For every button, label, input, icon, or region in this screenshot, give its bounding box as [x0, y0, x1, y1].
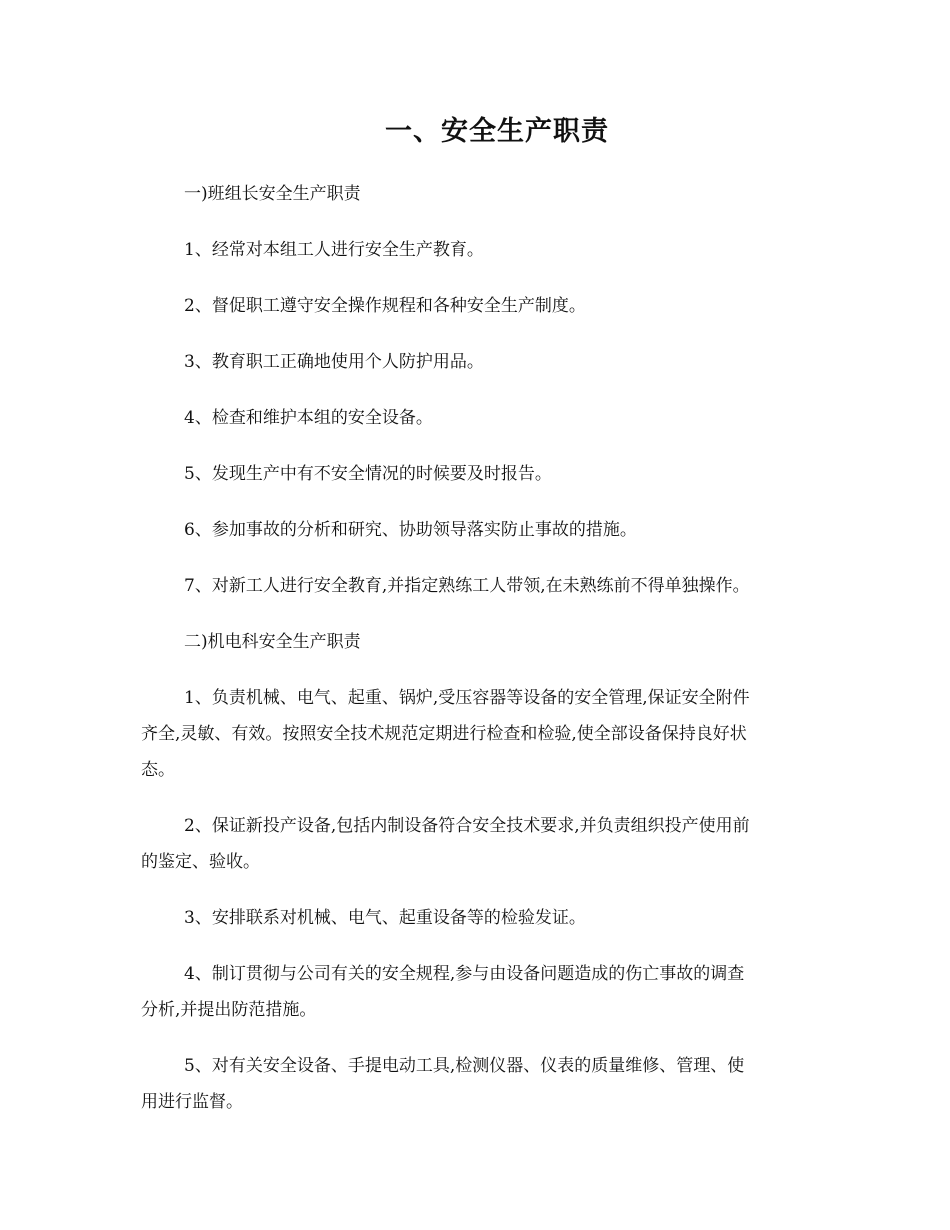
section-heading-team-leader: 一)班组长安全生产职责 — [184, 184, 361, 204]
paragraph-line: 的鉴定、验收。 — [141, 852, 260, 872]
section-heading-mechanical-electrical: 二)机电科安全生产职责 — [184, 632, 361, 652]
paragraph-line: 1、经常对本组工人进行安全生产教育。 — [184, 240, 484, 260]
paragraph-line: 2、督促职工遵守安全操作规程和各种安全生产制度。 — [184, 296, 586, 316]
paragraph-line: 5、发现生产中有不安全情况的时候要及时报告。 — [184, 464, 552, 484]
paragraph-line: 1、负责机械、电气、起重、锅炉,受压容器等设备的安全管理,保证安全附件 — [184, 688, 750, 708]
paragraph-line: 齐全,灵敏、有效。按照安全技术规范定期进行检查和检验,使全部设备保持良好状 — [141, 724, 747, 744]
paragraph-line: 6、参加事故的分析和研究、协助领导落实防止事故的措施。 — [184, 520, 637, 540]
paragraph-line: 3、教育职工正确地使用个人防护用品。 — [184, 352, 484, 372]
paragraph-line: 4、制订贯彻与公司有关的安全规程,参与由设备问题造成的伤亡事故的调查 — [184, 964, 745, 984]
paragraph-line: 2、保证新投产设备,包括内制设备符合安全技术要求,并负责组织投产使用前 — [184, 816, 750, 836]
paragraph-line: 5、对有关安全设备、手提电动工具,检测仪器、仪表的质量维修、管理、使 — [184, 1056, 745, 1076]
paragraph-line: 3、安排联系对机械、电气、起重设备等的检验发证。 — [184, 908, 586, 928]
paragraph-line: 分析,并提出防范措施。 — [141, 1000, 317, 1020]
paragraph-line: 4、检查和维护本组的安全设备。 — [184, 408, 433, 428]
paragraph-line: 用进行监督。 — [141, 1092, 243, 1112]
document-title: 一、安全生产职责 — [385, 116, 609, 147]
paragraph-line: 7、对新工人进行安全教育,并指定熟练工人带领,在未熟练前不得单独操作。 — [184, 576, 750, 596]
paragraph-line: 态。 — [141, 760, 175, 780]
